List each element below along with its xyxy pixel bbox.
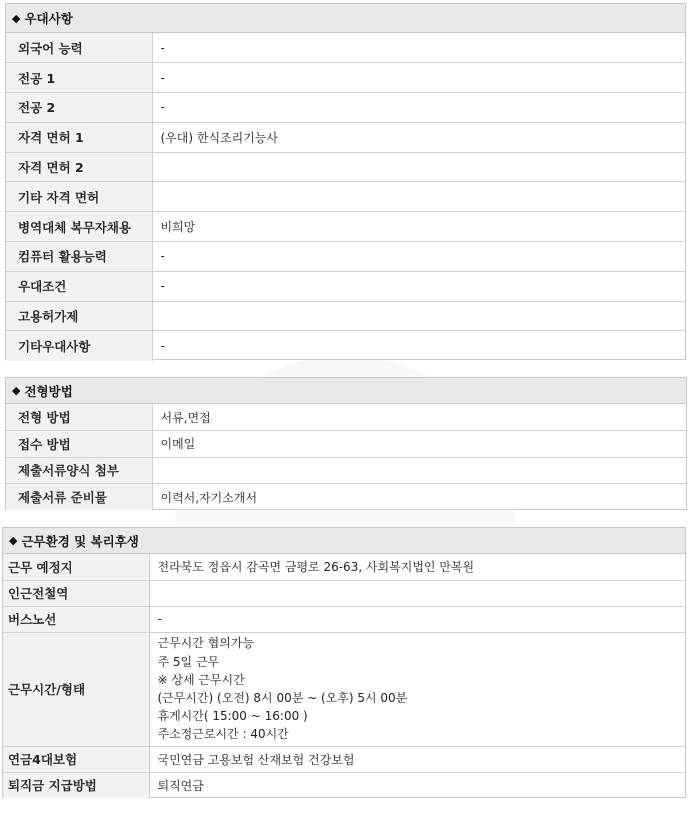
- row-value: 이력서,자기소개서: [160, 490, 258, 505]
- row-value: -: [152, 93, 685, 123]
- table-row: [6, 182, 685, 212]
- row-label: 퇴직금 지급방법: [3, 772, 149, 798]
- row-label: 제출서류 준비물: [6, 484, 152, 511]
- table-row: [6, 93, 685, 123]
- section-title: 근무환경 및 복리후생: [21, 533, 139, 549]
- row-label: 연금4대보험: [3, 746, 149, 772]
- table-row: [6, 212, 685, 242]
- row-label: 전공 1: [6, 63, 152, 93]
- row-value: 이메일: [152, 431, 686, 458]
- row-value: -: [149, 606, 685, 632]
- work-hours-value: [149, 632, 685, 746]
- table-row: [6, 242, 685, 272]
- table-row: [6, 404, 686, 431]
- row-label: 병역대체 복무자채용: [6, 212, 152, 242]
- work-hours-line: 주소정근로시간 : 40시간: [157, 727, 289, 742]
- selection-table: [6, 404, 686, 510]
- table-row: [6, 122, 685, 152]
- section-title: 전형방법: [24, 383, 73, 399]
- table-row: [3, 772, 685, 798]
- row-label: 인근전철역: [3, 580, 149, 606]
- row-value: [149, 580, 685, 606]
- diamond-icon: ◆: [12, 11, 21, 25]
- table-row: [6, 301, 685, 331]
- section-header: [6, 378, 686, 404]
- table-row: [6, 331, 685, 361]
- row-label: 기타 자격 면허: [6, 182, 152, 212]
- work-environment-section: [2, 527, 686, 798]
- table-row: [6, 63, 685, 93]
- row-value: (우대) 한식조리기능사: [152, 122, 685, 152]
- row-value: -: [152, 271, 685, 301]
- row-label: 전공 2: [6, 93, 152, 123]
- row-label: 접수 방법: [6, 431, 152, 458]
- section-header: [6, 4, 685, 33]
- work-hours-line: (근무시간) (오전) 8시 00분 ~ (오후) 5시 00분: [157, 691, 408, 705]
- row-label: 근무 예정지: [3, 554, 149, 580]
- preference-section: [5, 3, 686, 360]
- row-value: [152, 301, 685, 331]
- section-title: 우대사항: [24, 11, 73, 26]
- row-value: [152, 457, 686, 484]
- table-row: [6, 271, 685, 301]
- work-hours-line: 휴게시간( 15:00 ~ 16:00 ): [157, 709, 308, 724]
- work-hours-line: ※ 상세 근무시간: [157, 672, 245, 687]
- work-hours-line: 주 5일 근무: [157, 654, 220, 669]
- table-row: [6, 152, 685, 182]
- row-label: 자격 면허 1: [6, 122, 152, 152]
- work-environment-table: [3, 554, 685, 798]
- table-row: [3, 632, 685, 746]
- table-row: [6, 457, 686, 484]
- row-value: [152, 152, 685, 182]
- table-row: [6, 33, 685, 63]
- row-value: -: [152, 33, 685, 63]
- row-label: 우대조건: [6, 271, 152, 301]
- row-label: 기타우대사항: [6, 331, 152, 361]
- row-label: 버스노선: [3, 606, 149, 632]
- row-label: 외국어 능력: [6, 33, 152, 63]
- row-value: 퇴직연금: [157, 778, 204, 793]
- diamond-icon: ◆: [12, 384, 21, 397]
- row-label: 근무시간/형태: [3, 632, 149, 746]
- row-value: -: [152, 63, 685, 93]
- row-label: 제출서류양식 첨부: [6, 457, 152, 484]
- row-value: 국민연금 고용보험 산재보험 건강보험: [149, 746, 685, 772]
- row-label: 컴퓨터 활용능력: [6, 242, 152, 272]
- row-value: -: [152, 242, 685, 272]
- row-value: 서류,면접: [152, 404, 686, 431]
- work-hours-line: 근무시간 협의가능: [157, 636, 255, 651]
- row-label: 전형 방법: [6, 404, 152, 431]
- row-value: [152, 182, 685, 212]
- table-row: [3, 554, 685, 580]
- selection-section: [5, 377, 687, 510]
- row-label: 고용허가제: [6, 301, 152, 331]
- section-header: [3, 528, 685, 554]
- table-row: [6, 431, 686, 458]
- table-row: [6, 484, 686, 511]
- row-value: 전라북도 정읍시 감곡면 금평로 26-63, 사회복지법인 만복원: [149, 554, 685, 580]
- table-row: [3, 580, 685, 606]
- table-row: [3, 746, 685, 772]
- diamond-icon: ◆: [9, 534, 18, 547]
- row-value: 비희망: [152, 212, 685, 242]
- row-value: -: [160, 339, 165, 354]
- table-row: [3, 606, 685, 632]
- row-label: 자격 면허 2: [6, 152, 152, 182]
- preference-table: [6, 33, 685, 361]
